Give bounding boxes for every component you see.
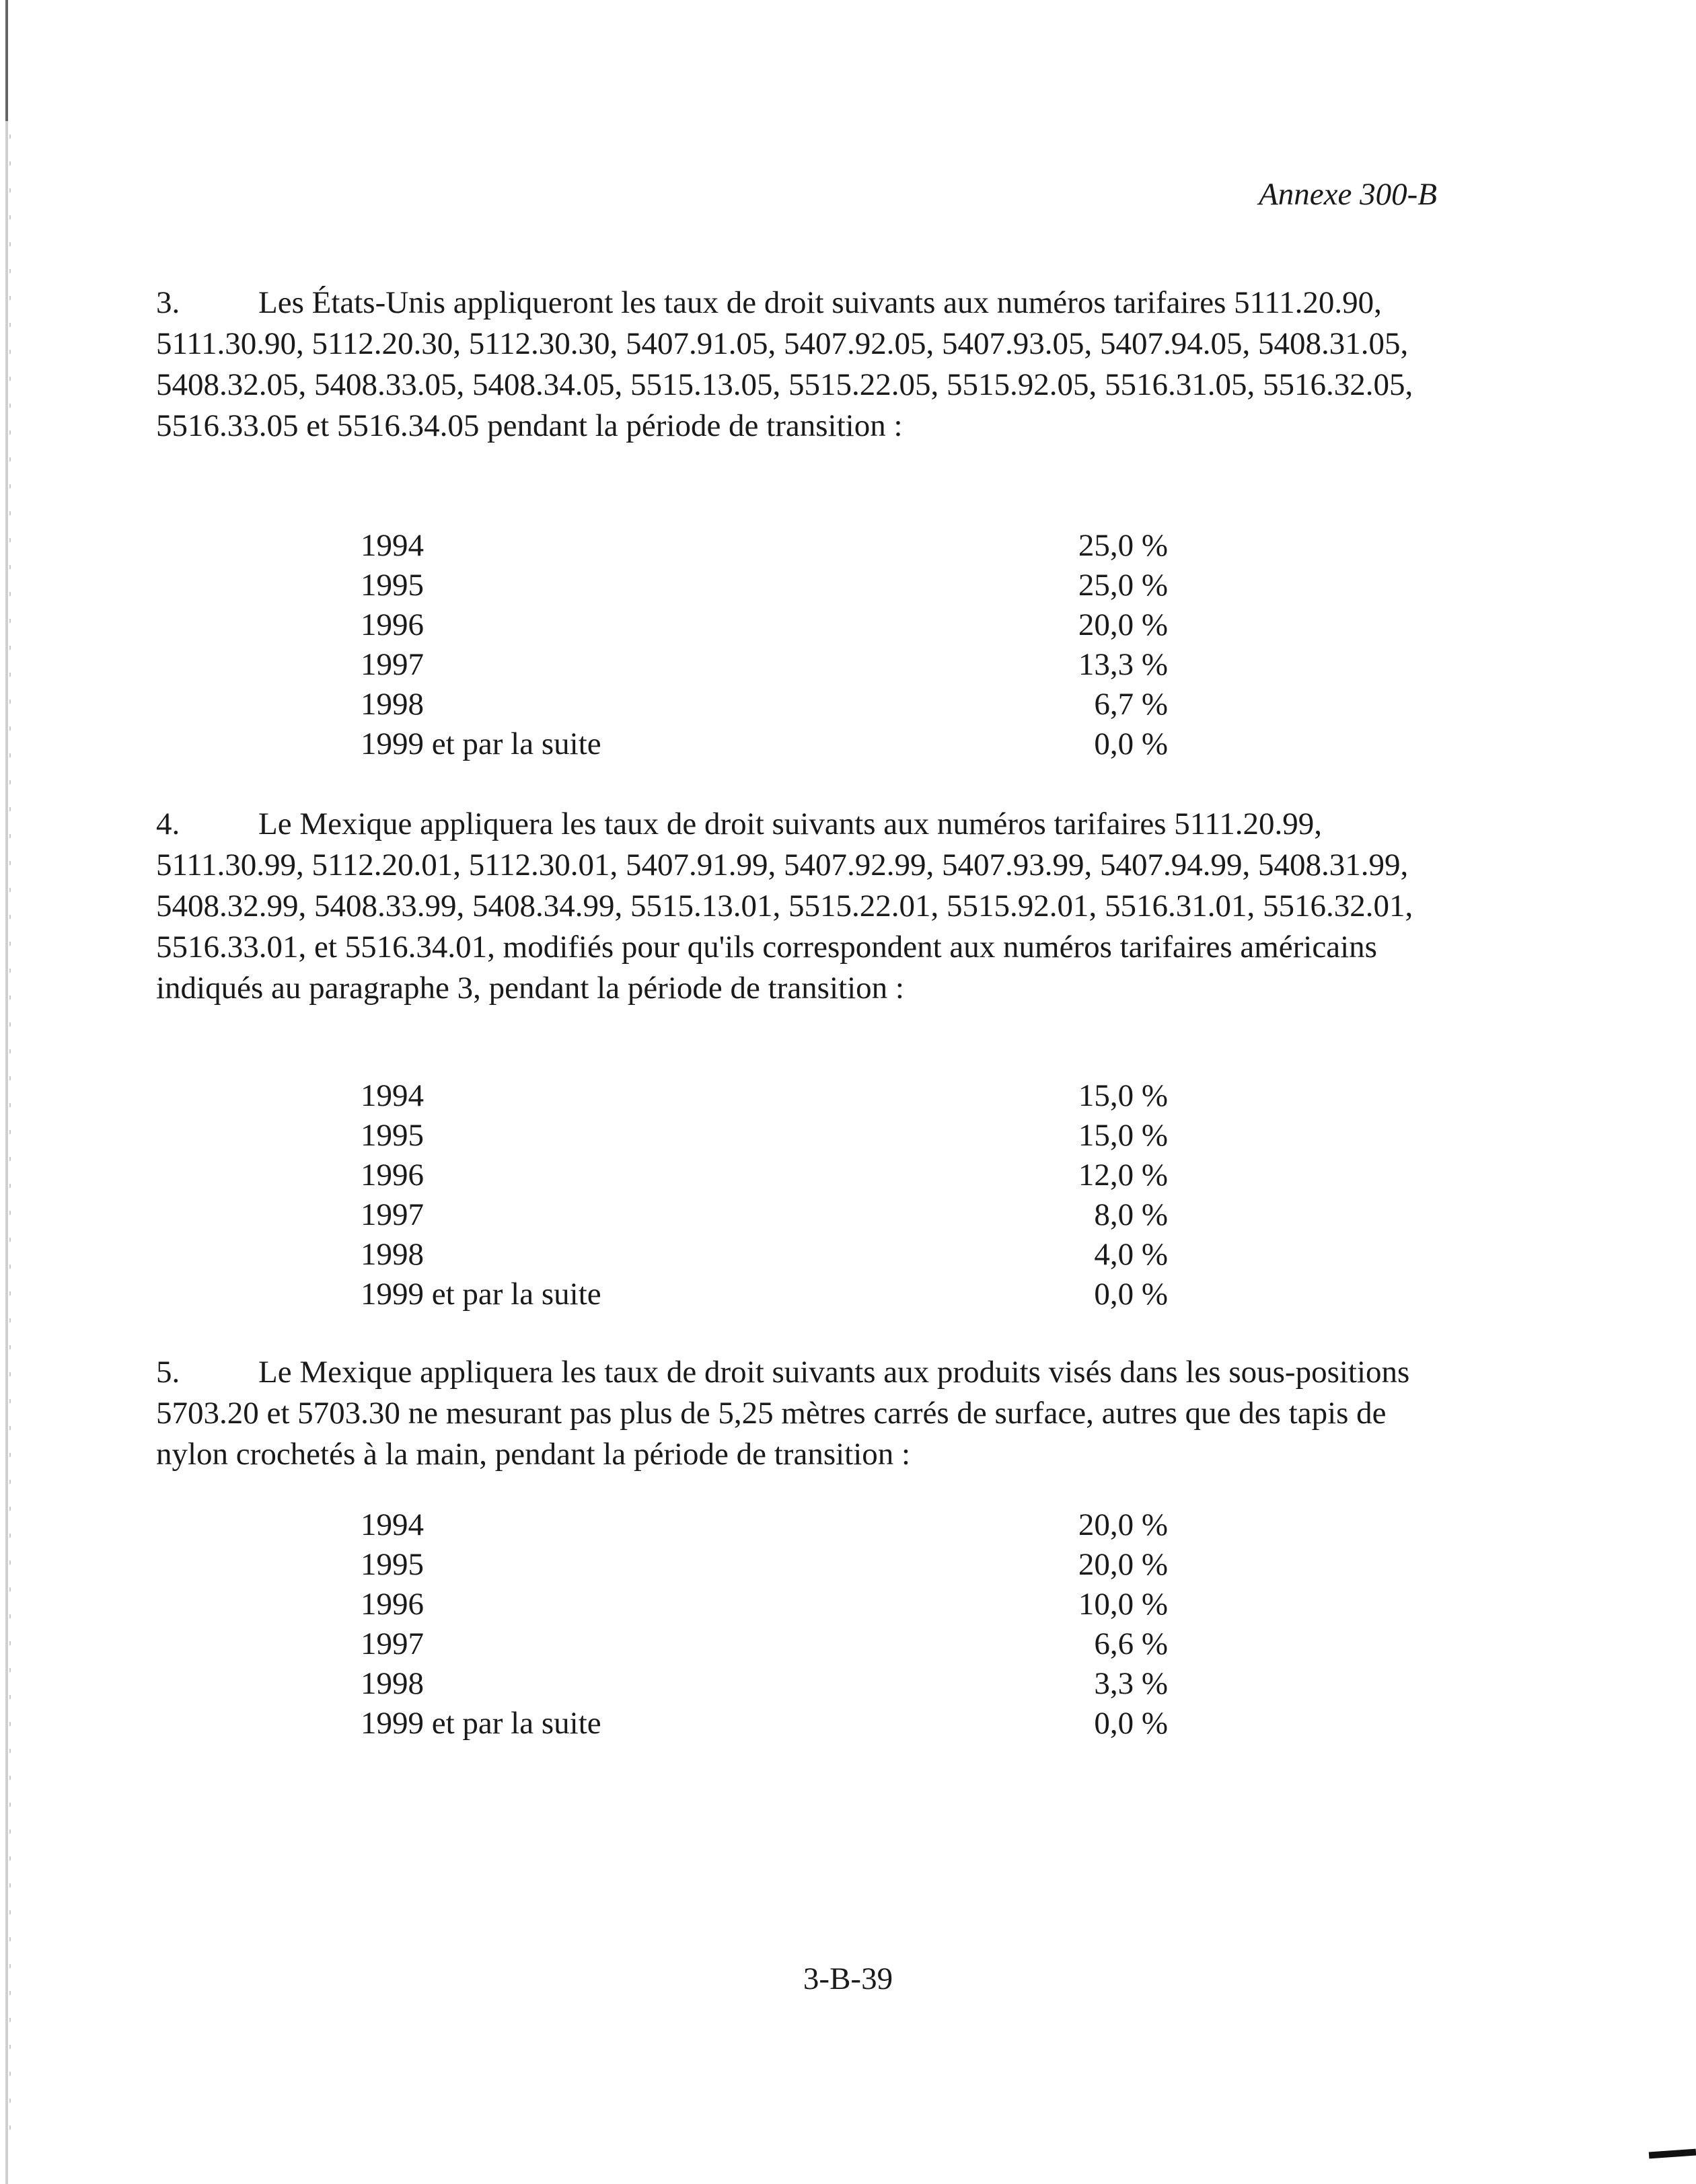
rate-row bbox=[361, 1116, 1168, 1156]
rate-year: 1999 et par la suite bbox=[361, 1277, 601, 1312]
rate-value: 6,7 % bbox=[1094, 687, 1168, 722]
paragraph-text: Le Mexique appliquera les taux de droit suivants aux produits visés dans les sous-positions 5703.20 et 5703.30 ne mesurant pas plus de 5,25 mètres carrés de surface, autres que des tapis de nylon crochetés à la main, pendant la période de transition : bbox=[156, 1355, 1410, 1472]
rate-row bbox=[361, 1624, 1168, 1664]
rate-year: 1995 bbox=[361, 568, 424, 603]
rate-table-3 bbox=[361, 526, 1168, 764]
rate-value: 20,0 % bbox=[1078, 1547, 1168, 1582]
rate-value: 13,3 % bbox=[1078, 647, 1168, 682]
paragraph-3 bbox=[156, 283, 1434, 447]
rate-year: 1998 bbox=[361, 1666, 424, 1701]
scan-edge-dots bbox=[9, 135, 11, 2152]
rate-year: 1997 bbox=[361, 1197, 424, 1232]
paragraph-text: Le Mexique appliquera les taux de droit suivants aux numéros tarifaires 5111.20.99, 5111.30.99, 5112.20.01, 5112.30.01, 5407.91.99, 5407.92.99, 5407.93.99, 5407.94.99, 5408.31.99, 5408.32.99, 5408.33.99, 5408.34.99, 5515.13.01, 5515.22.01, 5515.92.01, 5516.31.01, 5516.32.01, 5516.33.01, et 5516.34.01, modifiés pour qu'ils correspondent aux numéros tarifaires américains indiqués au paragraphe 3, pendant la période de transition : bbox=[156, 806, 1413, 1006]
rate-row bbox=[361, 685, 1168, 724]
rate-row bbox=[361, 1235, 1168, 1275]
rate-year: 1997 bbox=[361, 1626, 424, 1661]
rate-table-5 bbox=[361, 1505, 1168, 1743]
rate-row bbox=[361, 645, 1168, 685]
rate-value: 3,3 % bbox=[1094, 1666, 1168, 1701]
rate-row bbox=[361, 1704, 1168, 1743]
rate-year: 1997 bbox=[361, 647, 424, 682]
page-number: 3-B-39 bbox=[803, 1961, 893, 1996]
rate-year: 1995 bbox=[361, 1547, 424, 1582]
rate-value: 12,0 % bbox=[1078, 1158, 1168, 1193]
rate-row bbox=[361, 1505, 1168, 1545]
scan-edge-left bbox=[5, 0, 8, 2184]
paragraph-5 bbox=[156, 1352, 1434, 1475]
rate-year: 1999 et par la suite bbox=[361, 726, 601, 761]
annex-header: Annexe 300-B bbox=[1259, 177, 1437, 212]
rate-year: 1996 bbox=[361, 607, 424, 642]
rate-row bbox=[361, 724, 1168, 764]
rate-year: 1998 bbox=[361, 687, 424, 722]
rate-year: 1995 bbox=[361, 1118, 424, 1153]
rate-row bbox=[361, 1585, 1168, 1624]
rate-value: 0,0 % bbox=[1094, 1706, 1168, 1741]
rate-row bbox=[361, 566, 1168, 605]
rate-year: 1994 bbox=[361, 1078, 424, 1113]
rate-value: 10,0 % bbox=[1078, 1587, 1168, 1622]
rate-value: 0,0 % bbox=[1094, 726, 1168, 761]
paragraph-4 bbox=[156, 804, 1434, 1009]
rate-year: 1998 bbox=[361, 1237, 424, 1272]
rate-value: 15,0 % bbox=[1078, 1118, 1168, 1153]
rate-row bbox=[361, 1275, 1168, 1314]
rate-year: 1999 et par la suite bbox=[361, 1706, 601, 1741]
rate-row bbox=[361, 526, 1168, 566]
rate-value: 0,0 % bbox=[1094, 1277, 1168, 1312]
rate-value: 20,0 % bbox=[1078, 607, 1168, 642]
rate-year: 1994 bbox=[361, 1507, 424, 1542]
rate-row bbox=[361, 1545, 1168, 1585]
rate-row bbox=[361, 1076, 1168, 1116]
rate-row bbox=[361, 1156, 1168, 1195]
rate-year: 1996 bbox=[361, 1587, 424, 1622]
rate-value: 4,0 % bbox=[1094, 1237, 1168, 1272]
rate-value: 25,0 % bbox=[1078, 528, 1168, 563]
rate-value: 15,0 % bbox=[1078, 1078, 1168, 1113]
rate-row bbox=[361, 1195, 1168, 1235]
rate-value: 6,6 % bbox=[1094, 1626, 1168, 1661]
rate-value: 20,0 % bbox=[1078, 1507, 1168, 1542]
paragraph-text: Les États-Unis appliqueront les taux de droit suivants aux numéros tarifaires 5111.20.90, 5111.30.90, 5112.20.30, 5112.30.30, 5407.91.05, 5407.92.05, 5407.93.05, 5407.94.05, 5408.31.05, 5408.32.05, 5408.33.05, 5408.34.05, 5515.13.05, 5515.22.05, 5515.92.05, 5516.31.05, 5516.32.05, 5516.33.05 et 5516.34.05 pendant la période de transition : bbox=[156, 285, 1413, 443]
scan-corner-mark bbox=[1649, 2149, 1696, 2159]
rate-value: 8,0 % bbox=[1094, 1197, 1168, 1232]
rate-row bbox=[361, 605, 1168, 645]
paragraph-number: 3. bbox=[156, 285, 180, 320]
rate-year: 1994 bbox=[361, 528, 424, 563]
paragraph-number: 5. bbox=[156, 1355, 180, 1390]
rate-year: 1996 bbox=[361, 1158, 424, 1193]
rate-table-4 bbox=[361, 1076, 1168, 1314]
rate-value: 25,0 % bbox=[1078, 568, 1168, 603]
rate-row bbox=[361, 1664, 1168, 1704]
paragraph-number: 4. bbox=[156, 806, 180, 841]
